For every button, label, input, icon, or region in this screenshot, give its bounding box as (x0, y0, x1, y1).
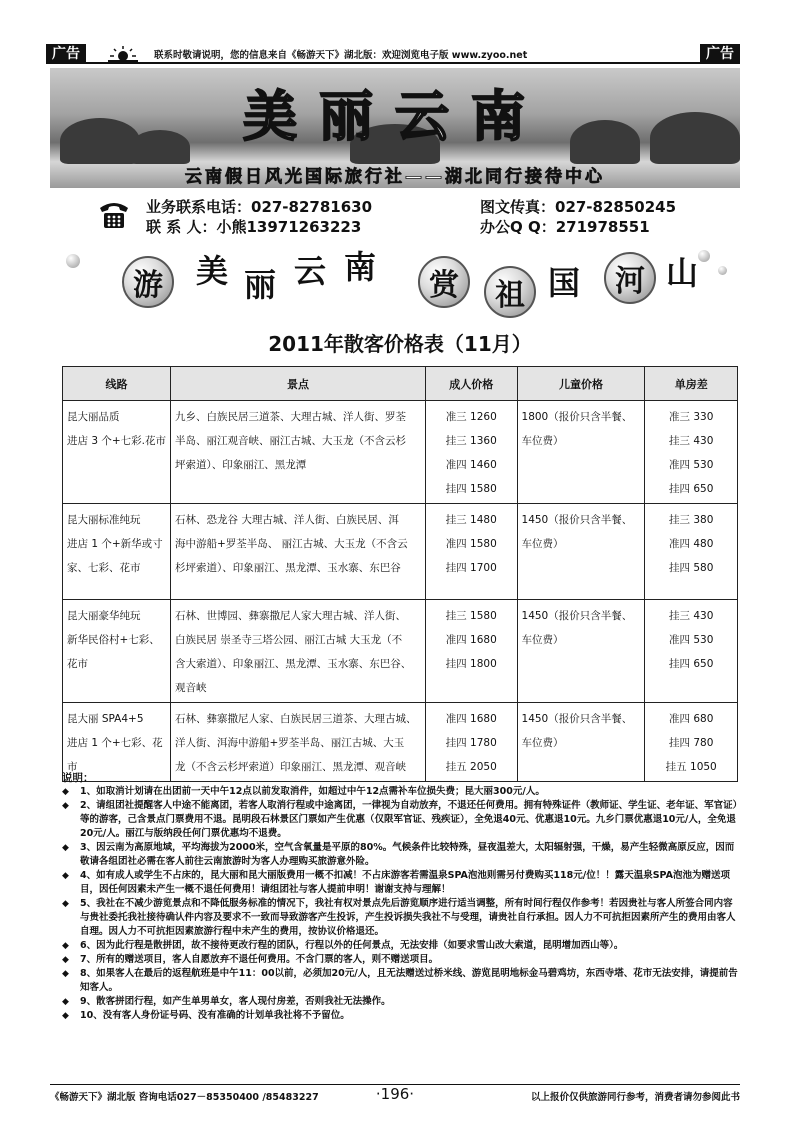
note-item: ◆ 4、如有成人或学生不占床的，昆大丽和昆大丽版费用一概不扣减！不占床游客若需温泉SPA泡池则需另付费购买118元/位！！露天温泉SPA泡池为赠送项目，因任何因素未产生一概不退任何费用！请组团社与客人提前申明！谢谢支持与理解！ (62, 870, 730, 895)
single-supplement-cell: 挂三 380 准四 480 挂四 580 (645, 504, 738, 600)
note-item: ◆ 6、因为此行程是散拼团，故不接待更改行程的团队，行程以外的任何景点，无法安排（如要求雪山改大索道，昆明增加西山等）。 (62, 940, 624, 951)
yunnan-banner (50, 68, 740, 188)
slogan-char-bubble: 游 (122, 256, 174, 308)
diamond-bullet-icon: ◆ (62, 969, 69, 979)
adult-price-cell: 准三 1260 挂三 1360 准四 1460 挂四 1580 (425, 401, 517, 504)
single-supplement-cell: 准四 680 挂四 780 挂五 1050 (645, 703, 738, 782)
sun-logo-icon (104, 45, 142, 63)
slogan-banner (58, 242, 742, 320)
child-price-cell: 1450（报价只含半餐、 车位费） (517, 600, 645, 703)
notes-heading: 说明： (62, 772, 94, 784)
diamond-bullet-icon: ◆ (62, 843, 69, 853)
table-row (63, 504, 738, 600)
diamond-bullet-icon: ◆ (62, 941, 69, 951)
slogan-char: 山 (666, 254, 699, 292)
office-qq: 办公Q Q：271978551 (480, 218, 650, 236)
sites-cell: 石林、世博园、彝寨撒尼人家大理古城、洋人街、 白族民居 崇圣寺三塔公园、丽江古城 大玉龙（不 含大索道）、印象丽江、黑龙潭、玉水寨、东巴谷、 观音峡 (171, 600, 426, 703)
route-cell: 昆大丽豪华纯玩 新华民俗村+七彩、 花市 (63, 600, 171, 703)
note-item: ◆ 2、请组团社提醒客人中途不能离团，若客人取消行程或中途离团，一律视为自动放弃，不退还任何费用。拥有特殊证件（教师证、学生证、老年证、军官证）等的游客，己含景点门票费用不退。昆明段石林景区门票如产生优惠（仅限军官证、残疾证），全免退40元、优惠退10元。九乡门票优惠退10元/人，全免退20元/人。丽江与版纳段任何门票优惠均不退费。 (62, 800, 738, 839)
slogan-char-bubble: 河 (604, 252, 656, 304)
contact-block (50, 190, 740, 238)
diamond-bullet-icon: ◆ (62, 787, 69, 797)
header-route: 线路 (63, 367, 171, 401)
decor-dot (718, 266, 727, 275)
ad-label-left: 广告 (46, 44, 86, 64)
child-price-cell: 1800（报价只含半餐、 车位费） (517, 401, 645, 504)
price-table (62, 366, 738, 782)
adult-price-cell: 挂三 1480 准四 1580 挂四 1700 (425, 504, 517, 600)
header-sites: 景点 (171, 367, 426, 401)
telephone-icon (96, 196, 132, 232)
child-price-cell: 1450（报价只含半餐、 车位费） (517, 703, 645, 782)
sites-cell: 石林、彝寨撒尼人家、白族民居三道茶、大理古城、 洋人街、洱海中游船+罗荃半岛、丽江古城、大玉 龙（不含云杉坪索道）印象丽江、黑龙潭、观音峡 (171, 703, 426, 782)
notes-section (62, 771, 738, 1023)
slogan-char: 云 (294, 252, 327, 290)
note-item: ◆ 8、如果客人在最后的返程航班是中午11：00以前，必须加20元/人，且无法赠送过桥米线、游览昆明地标金马碧鸡坊，东西寺塔、花市无法安排，请提前告知客人。 (62, 968, 738, 993)
sites-cell: 石林、恐龙谷 大理古城、洋人街、白族民居、洱 海中游船+罗荃半岛、 丽江古城、大玉龙（不含云 杉坪索道）、印象丽江、黑龙潭、玉水寨、东巴谷 (171, 504, 426, 600)
slogan-char-bubble: 祖 (484, 266, 536, 318)
page-footer (50, 1084, 740, 1104)
footer-disclaimer: 以上报价仅供旅游同行参考，消费者请勿参阅此书 (530, 1092, 740, 1103)
decor-dot (66, 254, 80, 268)
table-row (63, 703, 738, 782)
adult-price-cell: 挂三 1580 准四 1680 挂四 1800 (425, 600, 517, 703)
note-item: ◆ 10、没有客人身份证号码、没有准确的计划单我社将不予留位。 (62, 1010, 350, 1021)
child-price-cell: 1450（报价只含半餐、 车位费） (517, 504, 645, 600)
route-cell: 昆大丽标准纯玩 进店 1 个+新华或寸 家、七彩、花市 (63, 504, 171, 600)
diamond-bullet-icon: ◆ (62, 997, 69, 1007)
note-item: ◆ 7、所有的赠送项目，客人自愿放弃不退任何费用。不含门票的客人，则不赠送项目。 (62, 954, 439, 965)
banner-subtitle: 云南假日风光国际旅行社——湖北同行接待中心 (185, 167, 605, 187)
route-cell: 昆大丽 SPA4+5 进店 1 个+七彩、花 市 (63, 703, 171, 782)
route-cell: 昆大丽品质 进店 3 个+七彩.花市 (63, 401, 171, 504)
diamond-bullet-icon: ◆ (62, 899, 69, 909)
slogan-char: 美 (196, 252, 229, 290)
table-row (63, 401, 738, 504)
diamond-bullet-icon: ◆ (62, 955, 69, 965)
note-item: ◆ 9、散客拼团行程，如产生单男单女，客人现付房差，否则我社无法操作。 (62, 996, 391, 1007)
banner-title: 美丽云南 (243, 84, 547, 148)
price-table-title: 2011年散客价格表（11月） (268, 332, 532, 356)
header-note: 联系时敬请说明，您的信息来自《畅游天下》湖北版：欢迎浏览电子版 www.zyoo.net (154, 50, 528, 61)
fax-number: 图文传真：027-82850245 (480, 198, 677, 216)
single-supplement-cell: 挂三 430 准四 530 挂四 650 (645, 600, 738, 703)
slogan-char-bubble: 赏 (418, 256, 470, 308)
contact-person: 联 系 人：小熊13971263223 (146, 218, 362, 236)
note-item: ◆ 1、如取消计划请在出团前一天中午12点以前发取消件，如超过中午12点需补车位损失费；昆大丽300元/人。 (62, 786, 545, 797)
adult-price-cell: 准四 1680 挂四 1780 挂五 2050 (425, 703, 517, 782)
diamond-bullet-icon: ◆ (62, 871, 69, 881)
ad-label-right: 广告 (700, 44, 740, 64)
table-row (63, 600, 738, 703)
page-number: ·196· (375, 1085, 415, 1103)
header-adult-price: 成人价格 (425, 367, 517, 401)
diamond-bullet-icon: ◆ (62, 1011, 69, 1021)
business-phone: 业务联系电话：027-82781630 (146, 198, 373, 216)
header-single-supplement: 单房差 (645, 367, 738, 401)
table-header-row (63, 367, 738, 401)
diamond-bullet-icon: ◆ (62, 801, 69, 811)
sites-cell: 九乡、白族民居三道茶、大理古城、洋人街、罗荃 半岛、丽江观音峡、丽江古城、大玉龙（不含云杉 坪索道）、印象丽江、黑龙潭 (171, 401, 426, 504)
slogan-char: 南 (344, 248, 377, 286)
note-item: ◆ 5、我社在不减少游览景点和不降低服务标准的情况下，我社有权对景点先后游览顺序进行适当调整，所有时间行程仅作参考！若因贵社与客人所签合同内容与贵社委托我社接待确认件内容及要求不一致而导致游客产生投诉，产生投诉损失我社不与受理，请贵社自行承担。因人力不可抗拒因素所产生的费用由客人自理。因人力不可抗拒因素旅游行程中未产生的费用，按协议价格退还。 (62, 898, 736, 937)
footer-publication: 《畅游天下》湖北版 咨询电话027－85350400 /85483227 (50, 1092, 319, 1103)
header-child-price: 儿童价格 (517, 367, 645, 401)
slogan-char: 国 (548, 264, 581, 302)
note-item: ◆ 3、因云南为高原地域，平均海拔为2000米，空气含氧量是平原的80%。气候条件比较特殊，昼夜温差大，太阳辐射强，干燥，易产生轻微高原反应，因而敬请各组团社必需在客人前往云南旅游时为客人办理购买旅游意外险。 (62, 842, 735, 867)
slogan-char: 丽 (244, 266, 277, 304)
single-supplement-cell: 准三 330 挂三 430 准四 530 挂四 650 (645, 401, 738, 504)
decor-dot (698, 250, 710, 262)
top-ad-strip (46, 44, 740, 64)
